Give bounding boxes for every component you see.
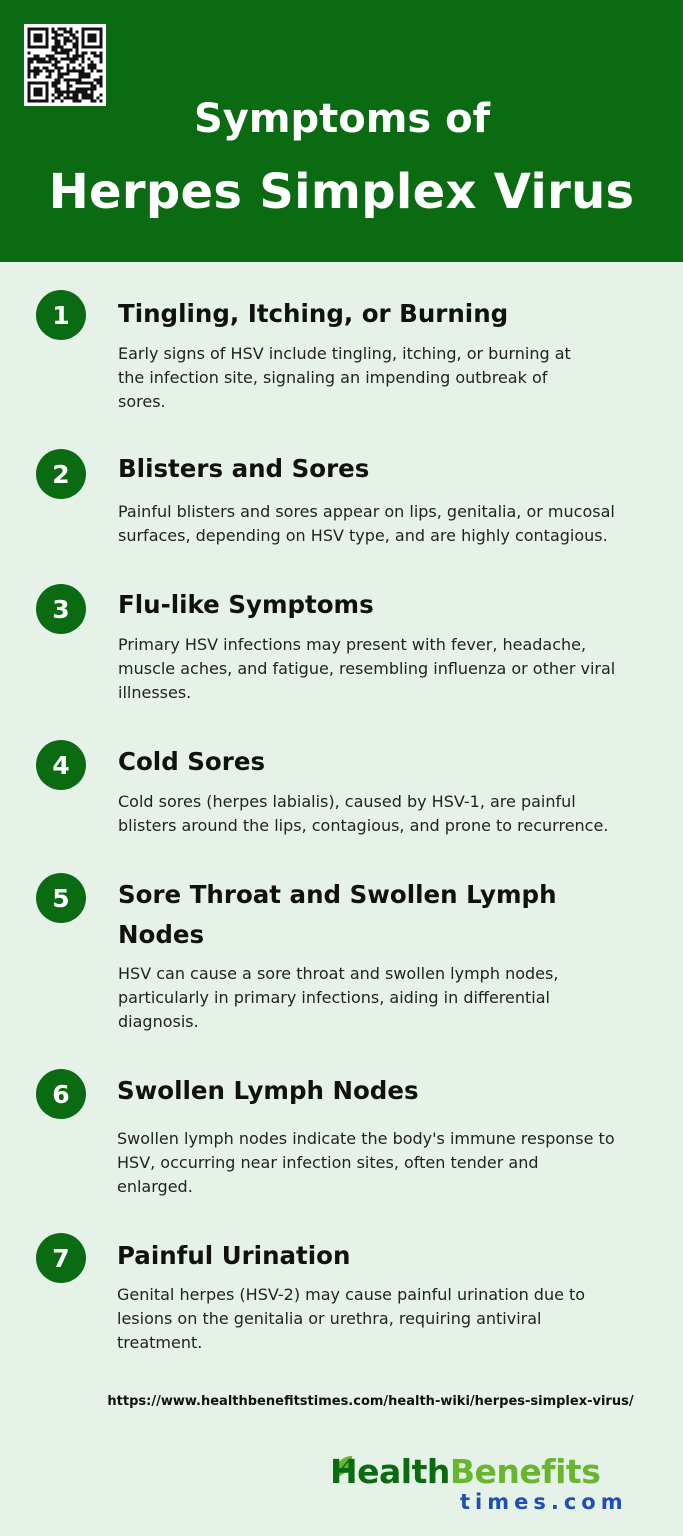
symptom-description: Cold sores (herpes labialis), caused by HSV-1, are painful blisters around the lips, contagious, and prone to recurrence. bbox=[118, 792, 609, 835]
symptom-description: Genital herpes (HSV-2) may cause painful urination due to lesions on the genitalia or urethra, requiring antiviral treatment. bbox=[117, 1285, 586, 1352]
logo-times-text: times.com bbox=[460, 1490, 628, 1514]
step-number-badge: 2 bbox=[36, 449, 86, 499]
symptom-title: Swollen Lymph Nodes bbox=[117, 1076, 419, 1105]
symptom-title: Flu-like Symptoms bbox=[118, 590, 374, 619]
symptom-title: Tingling, Itching, or Burning bbox=[118, 299, 509, 328]
symptom-description: Primary HSV infections may present with fever, headache, muscle aches, and fatigue, resembling influenza or other viral illnesses. bbox=[118, 635, 616, 702]
symptom-description: Early signs of HSV include tingling, itching, or burning at the infection site, signaling an impending outbreak of sores. bbox=[118, 344, 571, 411]
step-number-badge: 6 bbox=[36, 1069, 86, 1119]
page-title-line2: Herpes Simplex Virus bbox=[48, 164, 635, 220]
symptom-description: Painful blisters and sores appear on lips, genitalia, or mucosal surfaces, depending on HSV type, and are highly contagious. bbox=[118, 502, 615, 545]
logo-wordmark bbox=[330, 1450, 600, 1494]
symptom-description: HSV can cause a sore throat and swollen lymph nodes, particularly in primary infections, aiding in differential diagnosis. bbox=[118, 964, 559, 1031]
logo-benefits-text: Benefits bbox=[449, 1452, 601, 1491]
step-number-badge: 7 bbox=[36, 1233, 86, 1283]
symptom-title: Blisters and Sores bbox=[118, 454, 370, 483]
symptom-title: Painful Urination bbox=[117, 1241, 351, 1270]
step-number-badge: 5 bbox=[36, 873, 86, 923]
health-benefits-times-logo bbox=[330, 1450, 630, 1522]
step-number-badge: 1 bbox=[36, 290, 86, 340]
symptom-title: Sore Throat and Swollen Lymph Nodes bbox=[118, 880, 557, 949]
symptom-description: Swollen lymph nodes indicate the body's immune response to HSV, occurring near infection sites, often tender and enlarged. bbox=[117, 1129, 615, 1196]
step-number-badge: 4 bbox=[36, 740, 86, 790]
logo-health-text: Health bbox=[330, 1452, 450, 1491]
header-banner bbox=[0, 0, 683, 262]
source-url[interactable]: https://www.healthbenefitstimes.com/health-wiki/herpes-simplex-virus/ bbox=[107, 1394, 634, 1409]
symptom-title: Cold Sores bbox=[118, 747, 266, 776]
page-title-line1: Symptoms of bbox=[193, 96, 491, 142]
step-number-badge: 3 bbox=[36, 584, 86, 634]
